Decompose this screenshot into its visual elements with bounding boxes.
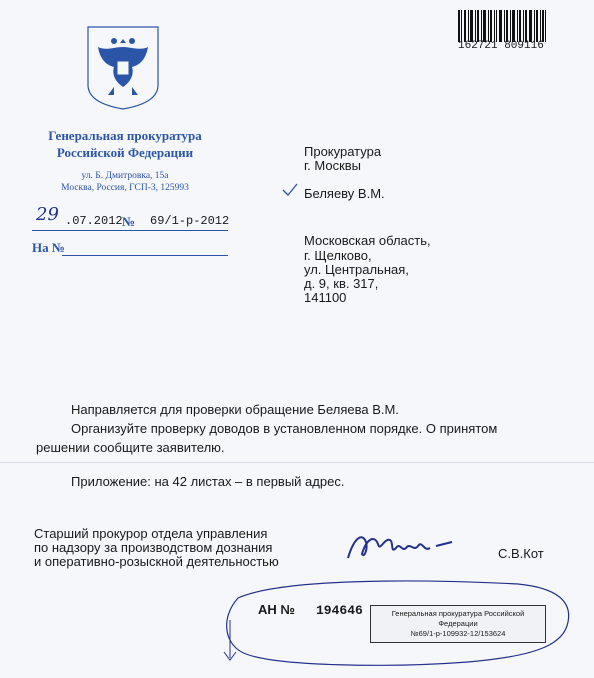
recipient-line2: г. Москвы [304,158,362,173]
recipient-name: Беляеву В.М. [304,186,385,201]
registration-stamp-box [370,605,546,643]
fold-line [0,462,594,463]
signatory-name: С.В.Кот [498,546,544,561]
org-address-line2: Москва, Россия, ГСП-3, 125993 [61,183,189,193]
body-paragraph-1: Направляется для проверки обращение Беляева В.М. [71,402,399,417]
recipient-addr1: Московская область, [304,233,431,248]
handwritten-signature [344,528,464,564]
signatory-position-2: по надзору за производством дознания [34,540,273,555]
reply-underline [62,255,228,256]
org-address-line1: ул. Б. Дмитровка, 15а [81,171,169,181]
date-rest: .07.2012 [65,214,123,228]
number-sign: № [122,214,136,229]
recipient-addr3: ул. Центральная, [304,262,409,277]
body-paragraph-2b: решении сообщите заявителю. [36,440,225,455]
org-name-line2: Российской Федерации [56,145,194,160]
org-name-line1: Генеральная прокуратура [48,128,202,143]
reply-label: На № [32,240,65,255]
barcode [458,10,546,42]
recipient-addr5: 141100 [304,290,347,305]
recipient-addr4: д. 9, кв. 317, [304,276,379,291]
recipient-line1: Прокуратура [304,144,382,159]
signatory-position-3: и оперативно-розыскной деятельностью [34,554,279,569]
body-paragraph-2a: Организуйте проверку доводов в установленном порядке. О принятом [71,421,498,436]
stamp-serial: 194646 [316,603,363,618]
barcode-number: 162721 809116 [458,40,544,52]
recipient-addr2: г. Щелково, [304,248,372,263]
stamp-box-line2: Федерации [438,619,478,628]
checkmark-icon [282,183,298,197]
signatory-position-1: Старший прокурор отдела управления [34,526,268,541]
date-underline [32,230,228,231]
stamp-series-label: АН № [258,602,295,617]
stamp-box-line3: №69/1-р-109932-12/153624 [410,629,506,638]
coat-of-arms-icon [84,25,162,111]
stamp-box-line1: Генеральная прокуратура Российской [391,609,525,618]
date-day: 29 [36,204,59,225]
attachment-note: Приложение: на 42 листах – в первый адрес. [71,474,345,489]
ref-number: 69/1-р-2012 [150,214,230,228]
